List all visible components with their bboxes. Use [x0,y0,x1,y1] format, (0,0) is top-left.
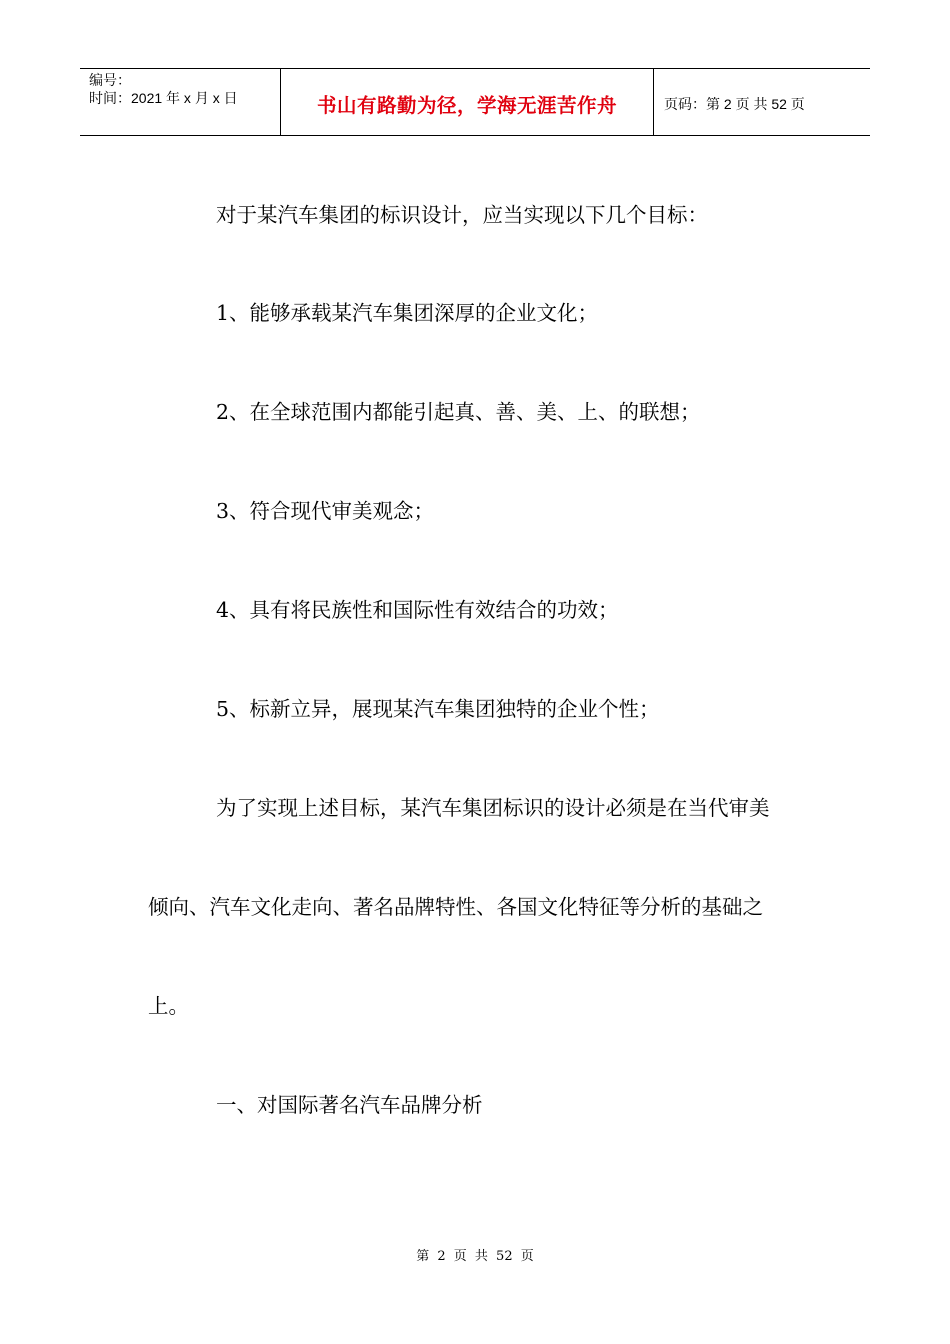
section-heading: 一、对国际著名汽车品牌分析 [216,1093,483,1117]
conclusion-line-2: 倾向、汽车文化走向、著名品牌特性、各国文化特征等分析的基础之 [148,895,763,919]
conclusion-line-3: 上。 [148,994,189,1018]
conclusion-line-1: 为了实现上述目标，某汽车集团标识的设计必须是在当代审美 [216,796,770,820]
header-page-cell [654,69,870,135]
header-motto-cell [281,69,654,135]
header-meta-cell [80,69,281,135]
header-page-info: 页码：第 2 页 共 52 页 [664,96,805,112]
document-date: 时间：2021 年 x 月 x 日 [89,90,238,106]
goal-item-5: 5、标新立异，展现某汽车集团独特的企业个性； [216,697,660,721]
goal-item-3: 3、符合现代审美观念； [216,499,435,523]
intro-paragraph: 对于某汽车集团的标识设计，应当实现以下几个目标： [216,203,708,227]
document-header [80,68,870,136]
goal-item-1: 1、能够承载某汽车集团深厚的企业文化； [216,301,599,325]
goal-item-4: 4、具有将民族性和国际性有效结合的功效； [216,598,619,622]
page-footer: 第 2 页 共 52 页 [416,1249,534,1264]
goal-item-2: 2、在全球范围内都能引起真、善、美、上、的联想； [216,400,701,424]
document-number-label: 编号： [89,72,131,88]
header-motto: 书山有路勤为径，学海无涯苦作舟 [316,94,617,117]
